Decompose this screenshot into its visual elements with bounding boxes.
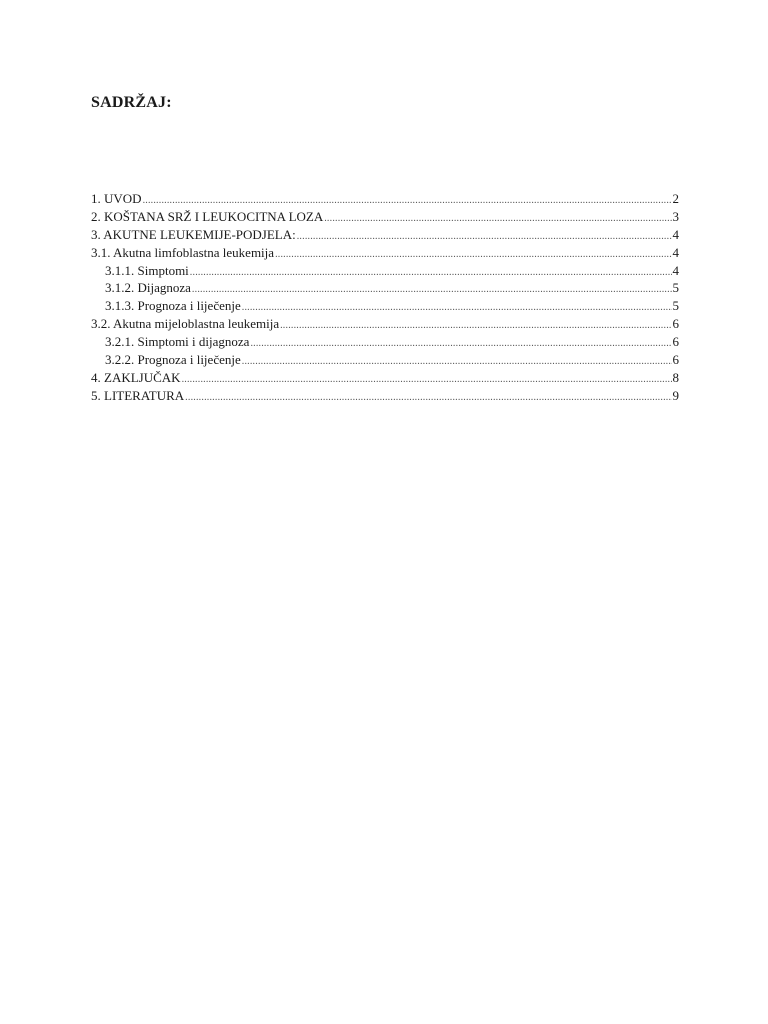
toc-leader-dots bbox=[192, 281, 672, 299]
toc-entry-page: 5 bbox=[672, 280, 679, 296]
toc-entry-page: 3 bbox=[672, 208, 679, 224]
toc-leader-dots bbox=[324, 210, 671, 228]
toc-entry[interactable] bbox=[91, 190, 679, 208]
toc-entry-page: 6 bbox=[672, 316, 679, 332]
toc-leader-dots bbox=[280, 317, 671, 335]
toc-entry-page: 5 bbox=[672, 298, 679, 314]
toc-leader-dots bbox=[185, 389, 671, 407]
toc-entry-label: 4. ZAKLJUČAK bbox=[91, 369, 181, 385]
toc-entry-label: 3. AKUTNE LEUKEMIJE-PODJELA: bbox=[91, 226, 296, 242]
toc-entry[interactable] bbox=[91, 208, 679, 226]
toc-entry[interactable] bbox=[91, 387, 679, 405]
toc-entry-label: 3.1.1. Simptomi bbox=[105, 262, 189, 278]
toc-entry[interactable] bbox=[91, 279, 679, 297]
toc-entry-label: 1. UVOD bbox=[91, 191, 142, 206]
toc-entry-label: 5. LITERATURA bbox=[91, 387, 185, 403]
toc-entry[interactable] bbox=[91, 244, 679, 262]
toc-entry-page: 9 bbox=[672, 387, 679, 403]
toc-entry[interactable] bbox=[91, 333, 679, 351]
toc-leader-dots bbox=[190, 264, 672, 282]
toc-entry[interactable] bbox=[91, 315, 679, 333]
toc-entry-label: 3.2.2. Prognoza i liječenje bbox=[105, 352, 241, 368]
toc-entry[interactable] bbox=[91, 351, 679, 369]
toc-leader-dots bbox=[242, 299, 672, 317]
toc-entry-page: 8 bbox=[672, 369, 679, 385]
toc-heading: SADRŽAJ: bbox=[91, 94, 172, 111]
toc-entry[interactable] bbox=[91, 297, 679, 315]
toc-entry[interactable] bbox=[91, 262, 679, 280]
toc-entry-label: 3.2. Akutna mijeloblastna leukemija bbox=[91, 316, 280, 332]
toc-leader-dots bbox=[182, 371, 672, 389]
toc-entry[interactable] bbox=[91, 369, 679, 387]
toc-entry-page: 6 bbox=[672, 334, 679, 350]
toc-entry-page: 6 bbox=[672, 352, 679, 368]
toc-leader-dots bbox=[250, 335, 671, 353]
toc-leader-dots bbox=[275, 246, 671, 264]
toc-leader-dots bbox=[297, 228, 672, 246]
toc-entry-page: 4 bbox=[672, 226, 679, 242]
toc-entry-label: 3.2.1. Simptomi i dijagnoza bbox=[105, 334, 250, 350]
toc-entry-page: 2 bbox=[672, 191, 679, 206]
toc-entry-page: 4 bbox=[672, 244, 679, 260]
toc-entry-label: 3.1.2. Dijagnoza bbox=[105, 280, 191, 296]
toc-leader-dots bbox=[242, 353, 672, 371]
toc-entry-page: 4 bbox=[672, 262, 679, 278]
toc-entry-label: 3.1. Akutna limfoblastna leukemija bbox=[91, 244, 275, 260]
toc-entry[interactable] bbox=[91, 226, 679, 244]
table-of-contents bbox=[91, 190, 679, 405]
toc-entry-label: 3.1.3. Prognoza i liječenje bbox=[105, 298, 241, 314]
toc-entry-label: 2. KOŠTANA SRŽ I LEUKOCITNA LOZA bbox=[91, 208, 324, 224]
